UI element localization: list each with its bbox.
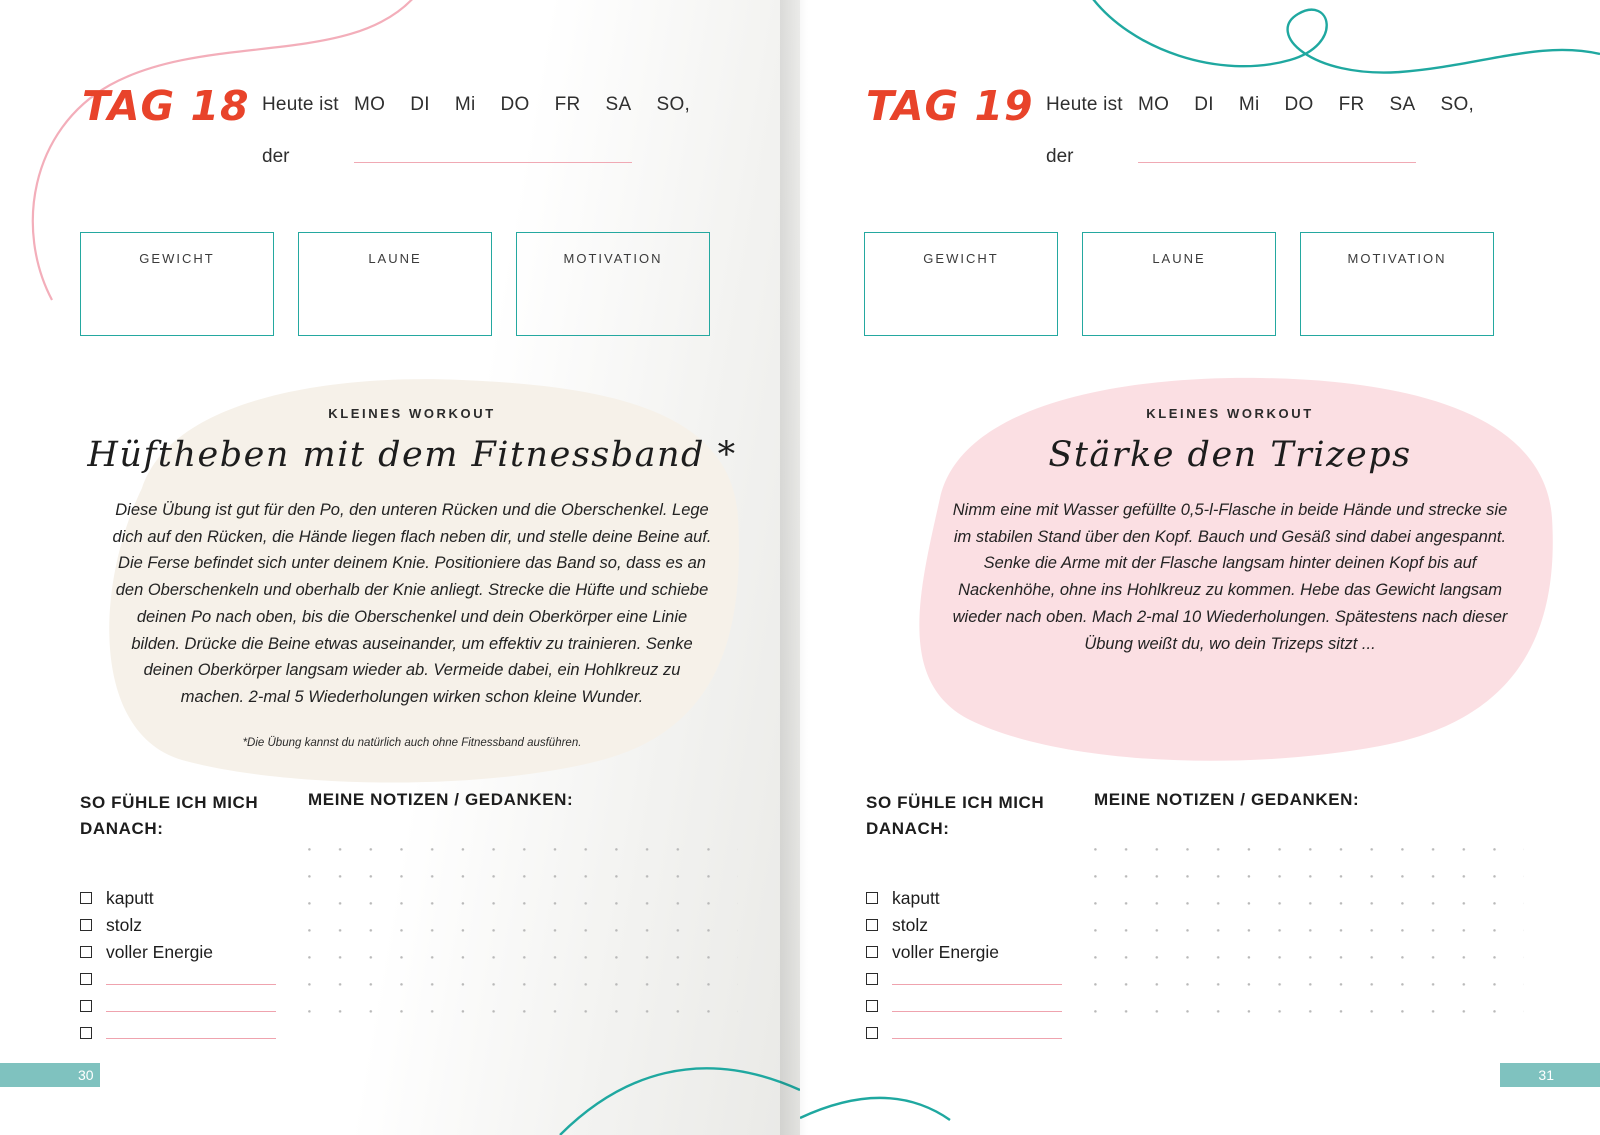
metric-label-motivation: MOTIVATION: [1347, 251, 1447, 266]
date-block: [262, 78, 690, 168]
list-item[interactable]: [80, 1020, 295, 1047]
weekday-sa[interactable]: SA: [1389, 94, 1416, 115]
checkbox-icon[interactable]: [80, 892, 92, 904]
page-title: TAG 18: [82, 82, 250, 130]
workout-block-left: [82, 368, 742, 788]
notes-column-left: [308, 790, 738, 1047]
workout-description: Diese Übung ist gut für den Po, den unteren Rücken und die Oberschenkel. Lege dich auf den Rücken, die Hände liegen flach neben dir, und stelle deine Beine auf. Die Ferse befindet sich unter deinem Knie. Positioniere das Band so, dass es an den Oberschenkeln und oberhalb der Knie anliegt. Strecke die Hüfte und schiebe deinen Po nach oben, bis die Oberschenkel und dein Oberkörper eine Linie bilden. Drücke die Beine etwas auseinander, um effektiv zu trainieren. Senke deinen Oberkörper langsam wieder ab. Vermeide dabei, ein Hohlkreuz zu machen. 2-mal 5 Wiederholungen wirken schon kleine Wunder.: [112, 501, 712, 707]
weekday-mo[interactable]: MO: [1138, 94, 1170, 115]
weekday-di[interactable]: DI: [410, 94, 430, 115]
page-number-value: 30: [78, 1067, 94, 1083]
metric-box-laune[interactable]: [298, 232, 492, 336]
page-header-left: [82, 78, 690, 168]
weekday-fr[interactable]: FR: [554, 94, 581, 115]
feeling-label: kaputt: [106, 887, 154, 908]
workout-description: Nimm eine mit Wasser gefüllte 0,5-l-Flasche in beide Hände und strecke sie im stabilen Stand über den Kopf. Bauch und Gesäß sind dabei angespannt. Senke die Arme mit der Flasche langsam hinter deinen Kopf bis auf Nackenhöhe, ohne ins Hohlkreuz zu kommen. Hebe das Gewicht langsam wieder nach oben. Mach 2-mal 10 Wiederholungen. Spätestens nach dieser Übung weißt du, wo dein Trizeps sitzt ...: [952, 501, 1508, 653]
weekday-so[interactable]: SO,: [656, 94, 691, 115]
workout-block-right: [900, 368, 1560, 788]
feeling-write-in-line[interactable]: [106, 1038, 276, 1039]
metrics-row-left: [80, 232, 710, 336]
date-block: [1046, 78, 1474, 168]
page-number-value: 31: [1538, 1067, 1554, 1083]
metric-box-motivation[interactable]: [516, 232, 710, 336]
weekday-do[interactable]: DO: [500, 94, 530, 115]
metric-label-motivation: MOTIVATION: [563, 251, 663, 266]
page-right: [800, 0, 1600, 1135]
feelings-checklist: [80, 885, 295, 1047]
feeling-write-in-line[interactable]: [106, 984, 276, 985]
date-der-label: der: [262, 146, 290, 167]
notes-dot-grid[interactable]: [1094, 848, 1524, 1030]
metrics-row-right: [864, 232, 1494, 336]
notes-column-right: [1094, 790, 1524, 1047]
workout-footnote: *Die Übung kannst du natürlich auch ohne Fitnessband ausführen.: [242, 736, 582, 749]
feeling-write-in-line[interactable]: [892, 1011, 1062, 1012]
weekday-do[interactable]: DO: [1284, 94, 1314, 115]
date-prefix-label: Heute ist: [262, 94, 339, 115]
checkbox-icon[interactable]: [866, 973, 878, 985]
list-item[interactable]: [80, 885, 295, 912]
metric-label-gewicht: GEWICHT: [923, 251, 999, 266]
feeling-write-in-line[interactable]: [892, 1038, 1062, 1039]
date-der-label: der: [1046, 146, 1074, 167]
list-item[interactable]: [80, 912, 295, 939]
checkbox-icon[interactable]: [80, 946, 92, 958]
feelings-title: SO FÜHLE ICH MICH DANACH:: [80, 793, 259, 839]
checkbox-icon[interactable]: [80, 973, 92, 985]
metric-box-laune[interactable]: [1082, 232, 1276, 336]
page-header-right: [866, 78, 1474, 168]
list-item[interactable]: [866, 912, 1081, 939]
page-title: TAG 19: [866, 82, 1034, 130]
weekday-so[interactable]: SO,: [1440, 94, 1475, 115]
feelings-column-right: [866, 790, 1081, 1047]
bottom-section-right: [866, 790, 1524, 1047]
feeling-label: stolz: [106, 914, 142, 935]
weekday-options: [354, 94, 690, 116]
metric-box-gewicht[interactable]: [80, 232, 274, 336]
weekday-di[interactable]: DI: [1194, 94, 1214, 115]
checkbox-icon[interactable]: [866, 919, 878, 931]
weekday-options: [1138, 94, 1474, 116]
list-item[interactable]: [866, 939, 1081, 966]
notes-title: MEINE NOTIZEN / GEDANKEN:: [308, 790, 574, 809]
feeling-label: voller Energie: [892, 941, 999, 962]
checkbox-icon[interactable]: [80, 1000, 92, 1012]
workout-kicker: KLEINES WORKOUT: [328, 406, 496, 421]
feelings-column-left: [80, 790, 295, 1047]
workout-kicker: KLEINES WORKOUT: [1146, 406, 1314, 421]
feeling-label: voller Energie: [106, 941, 213, 962]
list-item[interactable]: [80, 939, 295, 966]
page-number-right: [1500, 1063, 1600, 1087]
workout-title: Hüftheben mit dem Fitnessband *: [87, 435, 737, 475]
feeling-label: stolz: [892, 914, 928, 935]
date-input-line[interactable]: [1138, 162, 1416, 163]
checkbox-icon[interactable]: [866, 1000, 878, 1012]
checkbox-icon[interactable]: [80, 919, 92, 931]
list-item[interactable]: [866, 993, 1081, 1020]
page-number-left: [0, 1063, 100, 1087]
checkbox-icon[interactable]: [866, 1027, 878, 1039]
feeling-write-in-line[interactable]: [106, 1011, 276, 1012]
date-prefix-label: Heute ist: [1046, 94, 1123, 115]
notes-title: MEINE NOTIZEN / GEDANKEN:: [1094, 790, 1360, 809]
date-input-line[interactable]: [354, 162, 632, 163]
metric-label-laune: LAUNE: [368, 251, 422, 266]
weekday-mo[interactable]: MO: [354, 94, 386, 115]
feeling-label: kaputt: [892, 887, 940, 908]
checkbox-icon[interactable]: [866, 892, 878, 904]
notes-dot-grid[interactable]: [308, 848, 738, 1030]
list-item[interactable]: [80, 966, 295, 993]
checkbox-icon[interactable]: [80, 1027, 92, 1039]
weekday-mi[interactable]: Mi: [454, 94, 476, 115]
weekday-mi[interactable]: Mi: [1238, 94, 1260, 115]
list-item[interactable]: [866, 1020, 1081, 1047]
list-item[interactable]: [80, 993, 295, 1020]
metric-box-motivation[interactable]: [1300, 232, 1494, 336]
bottom-section-left: [80, 790, 738, 1047]
list-item[interactable]: [866, 966, 1081, 993]
list-item[interactable]: [866, 885, 1081, 912]
metric-box-gewicht[interactable]: [864, 232, 1058, 336]
weekday-sa[interactable]: SA: [605, 94, 632, 115]
weekday-fr[interactable]: FR: [1338, 94, 1365, 115]
workout-title: Stärke den Trizeps: [1048, 435, 1412, 475]
metric-label-gewicht: GEWICHT: [139, 251, 215, 266]
checkbox-icon[interactable]: [866, 946, 878, 958]
feeling-write-in-line[interactable]: [892, 984, 1062, 985]
feelings-checklist: [866, 885, 1081, 1047]
feelings-title: SO FÜHLE ICH MICH DANACH:: [866, 793, 1045, 839]
metric-label-laune: LAUNE: [1152, 251, 1206, 266]
